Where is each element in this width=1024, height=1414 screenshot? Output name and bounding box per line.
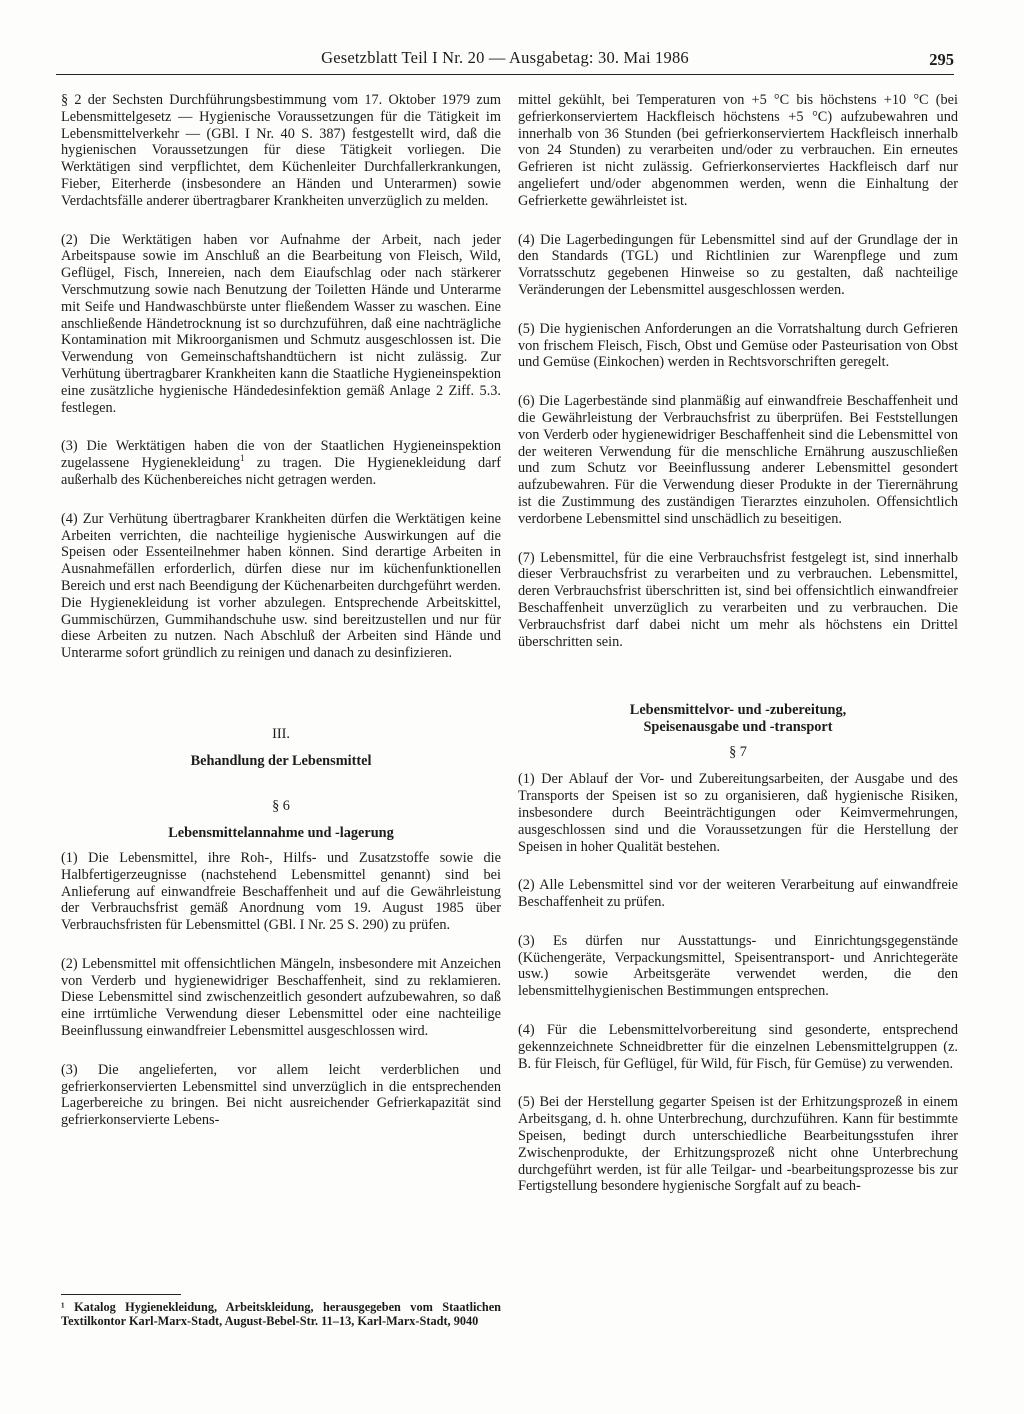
header-title: Gesetzblatt Teil I Nr. 20 — Ausgabetag: 30. Mai 1986 <box>321 48 689 67</box>
footnote-divider <box>61 1294 181 1295</box>
section-heading-line: Speisenausgabe und -transport <box>643 719 833 736</box>
section-title: Behandlung der Lebensmittel <box>190 752 372 769</box>
paragraph-sign: § 7 <box>729 744 747 761</box>
paragraph-sign: § 6 <box>272 797 290 814</box>
footnote: ¹ Katalog Hygienekleidung, Arbeitskleidung, herausgegeben vom Staatlichen Textilkontor Karl-Marx-Stadt, August-Bebel-Str. 11–13, Karl-Marx-Stadt, 9040 <box>61 1300 501 1328</box>
paragraph: (2) Alle Lebensmittel sind vor der weiteren Verarbeitung auf einwandfreie Beschaffenheit zu prüfen. <box>518 877 958 911</box>
text-run: zu tragen. Die Hygienekleidung darf außerhalb des Küchenbereiches nicht getragen werden. <box>61 455 501 488</box>
page-number: 295 <box>929 50 954 69</box>
paragraph: (4) Zur Verhütung übertragbarer Krankheiten dürfen die Werktätigen keine Arbeiten verrichten, die nachteilige hygienische Auswirkungen auf die Speisen oder Essenteilnehmer haben können. Sind derartige Arbeiten in Ausnahmefällen erforderlich, dürfen diese nur im küchenfunktionellen Bereich und erst nach Beendigung der Küchenarbeiten durchgeführt werden. Die Hygienekleidung ist vorher abzulegen. Entsprechende Arbeitskittel, Gummischürzen, Gummihandschuhe usw. sind bereitzustellen und nur für diese Arbeiten zu nutzen. Nach Abschluß der Arbeiten sind Hände und Unterarme sofort gründlich zu reinigen und danach zu desinfizieren. <box>61 510 501 662</box>
paragraph: (4) Die Lagerbedingungen für Lebensmittel sind auf der Grundlage der in den Standards (TGL) und Richtlinien zur Warenpflege und zum Vorratsschutz gegebenen Hinweise so zu gestalten, daß nachteilige Veränderungen der Lebensmittel ausgeschlossen werden. <box>518 231 958 298</box>
paragraph: (2) Die Werktätigen haben vor Aufnahme der Arbeit, nach jeder Arbeitspause sowie im Anschluß an die Bearbeitung von Fleisch, Wild, Geflügel, Fisch, Innereien, nach dem Eiaufschlag oder nach stärkerer Verschmutzung sowie nach Benutzung der Toiletten Hände und Unterarme mit Seife und Handwaschbürste unter fließendem Wasser zu waschen. Eine anschließende Händetrocknung ist so durchzuführen, daß eine nachträgliche Kontamination mit Mikroorganismen und Schmutz ausgeschlossen ist. Die Verwendung von Gemeinschaftshandtüchern ist nicht zulässig. Zur Verhütung übertragbarer Krankheiten kann die Staatliche Hygieneinspektion eine zusätzliche hygienische Händedesinfektion gemäß Anlage 2 Ziff. 5.3. festlegen. <box>61 231 501 416</box>
paragraph: (1) Die Lebensmittel, ihre Roh-, Hilfs- und Zusatzstoffe sowie die Halbfertigerzeugnisse (nachstehend Lebensmittel genannt) sind bei Anlieferung auf einwandfreie Beschaffenheit und auf die Gewährleistung der Verbrauchsfrist gemäß Anordnung vom 19. August 1985 über Verbrauchsfristen für Lebensmittel (GBl. I Nr. 25 S. 290) zu prüfen. <box>61 849 501 934</box>
paragraph: mittel gekühlt, bei Temperaturen von +5 °C bis höchstens +10 °C (bei gefrierkonserviertem Hackfleisch höchstens +5 °C) aufzubewahren und innerhalb von 36 Stunden (bei gefrierkonserviertem Hackfleisch innerhalb von 24 Stunden) zu verarbeiten und/oder zu verbrauchen. Ein erneutes Gefrieren ist nicht zulässig. Gefrierkonserviertes Hackfleisch darf nur angeliefert und/oder abgenommen werden, wenn die Einhaltung der Gefrierkette gewährleistet ist. <box>518 92 958 209</box>
paragraph: (4) Für die Lebensmittelvorbereitung sind gesonderte, entsprechend gekennzeichnete Schneidbretter für die einzelnen Lebensmittelgruppen (z. B. für Fleisch, für Geflügel, für Wild, für Fisch, für Gemüse) zu verwenden. <box>518 1022 958 1072</box>
text-run: (3) Die Werktätigen haben die von der Staatlichen Hygieneinspektion zugelassene Hygienekleidung <box>61 438 501 472</box>
footnote-marker: 1 <box>240 453 245 464</box>
paragraph: (2) Lebensmittel mit offensichtlichen Mängeln, insbesondere mit Anzeichen von Verderb und hygienewidriger Beschaffenheit, sind zu reklamieren. Diese Lebensmittel sind zwischenzeitlich gesondert aufzubewahren, so daß eine irrtümliche Verwendung dieser Lebensmittel oder eine nachteilige Beeinflussung einwandfreier Lebensmittel ausgeschlossen wird. <box>61 955 501 1040</box>
left-column <box>61 92 501 1129</box>
paragraph: (1) Der Ablauf der Vor- und Zubereitungsarbeiten, der Ausgabe und des Transports der Speisen ist so zu organisieren, daß hygienische Risiken, insbesondere durch Beeinträchtigungen oder Keimvermehrungen, ausgeschlossen sind und die Voraussetzungen für die Herstellung der Speisen in hoher Qualität bestehen. <box>518 771 958 855</box>
section-heading-line: Lebensmittelvor- und -zubereitung, <box>629 702 847 719</box>
paragraph: (6) Die Lagerbestände sind planmäßig auf einwandfreie Beschaffenheit und die Gewährleistung der Verbrauchsfrist zu überprüfen. Bei Feststellungen von Verderb oder hygienewidriger Beschaffenheit sind die Lebensmittel von der weiteren Verwendung für die menschliche Ernährung auszuschließen und zum Schutz vor Beeinflussung anderer Lebensmittel gesondert aufzubewahren. Für die Verwendung dieser Produkte in der Tierernährung ist die Zustimmung des zuständigen Tierarztes einzuholen. Offensichtlich verdorbene Lebensmittel sind unschädlich zu beseitigen. <box>518 393 958 527</box>
paragraph: § 2 der Sechsten Durchführungsbestimmung vom 17. Oktober 1979 zum Lebensmittelgesetz — Hygienische Voraussetzungen für die Tätigkeit im Lebensmittelverkehr — (GBl. I Nr. 40 S. 387) festgestellt wird, daß die hygienischen Voraussetzungen für diese Tätigkeit vorliegen. Die Werktätigen sind verpflichtet, dem Küchenleiter Durchfallerkrankungen, Fieber, Eiterherde (insbesondere an Händen und Unterarmen) sowie Verdachtsfälle anderer übertragbarer Krankheiten unverzüglich zu melden. <box>61 92 501 209</box>
right-column <box>518 92 958 1195</box>
paragraph: (5) Bei der Herstellung gegarter Speisen ist der Erhitzungsprozeß in einem Arbeitsgang, d. h. ohne Unterbrechung, durchzuführen. Kann für bestimmte Speisen, bedingt durch unterschiedliche Bearbeitungsstufen ihrer Zwischenprodukte, der Erhitzungsprozeß nicht ohne Unterbrechung durchgeführt werden, ist für alle Teilgar- und -bearbeitungsprozesse bis zur Fertigstellung besondere hygienische Sorgfalt auf zu beach- <box>518 1094 958 1195</box>
section-number: III. <box>272 725 290 742</box>
paragraph: (7) Lebensmittel, für die eine Verbrauchsfrist festgelegt ist, sind innerhalb dieser Verbrauchsfrist zu verarbeiten und zu verbrauchen. Lebensmittel, deren Verbrauchsfrist überschritten ist, sind bei offensichtlich einwandfreier Beschaffenheit unverzüglich zu verarbeiten und zu verbrauchen. Die Verbrauchsfrist darf dabei nicht um mehr als höchstens ein Drittel überschritten sein. <box>518 549 958 650</box>
paragraph: (5) Die hygienischen Anforderungen an die Vorratshaltung durch Gefrieren von frischem Fleisch, Fisch, Obst und Gemüse oder Pasteurisation von Obst und Gemüse (Einkochen) werden in Rechtsvorschriften geregelt. <box>518 320 958 371</box>
paragraph <box>61 438 501 488</box>
paragraph-title: Lebensmittelannahme und -lagerung <box>168 824 394 841</box>
paragraph: (3) Es dürfen nur Ausstattungs- und Einrichtungsgegenstände (Küchengeräte, Verpackungsmittel, Speisentransport- und Anrichtegeräte usw.) sowie Arbeitsgeräte verwendet werden, die den lebensmittelhygienischen Bestimmungen entsprechen. <box>518 932 958 1000</box>
paragraph: (3) Die angelieferten, vor allem leicht verderblichen und gefrierkonservierten Lebensmittel sind unverzüglich in die entsprechenden Lagerbereiche zu bringen. Bei nicht ausreichender Gefrierkapazität sind gefrierkonservierte Lebens- <box>61 1061 501 1129</box>
page-header <box>56 48 954 75</box>
